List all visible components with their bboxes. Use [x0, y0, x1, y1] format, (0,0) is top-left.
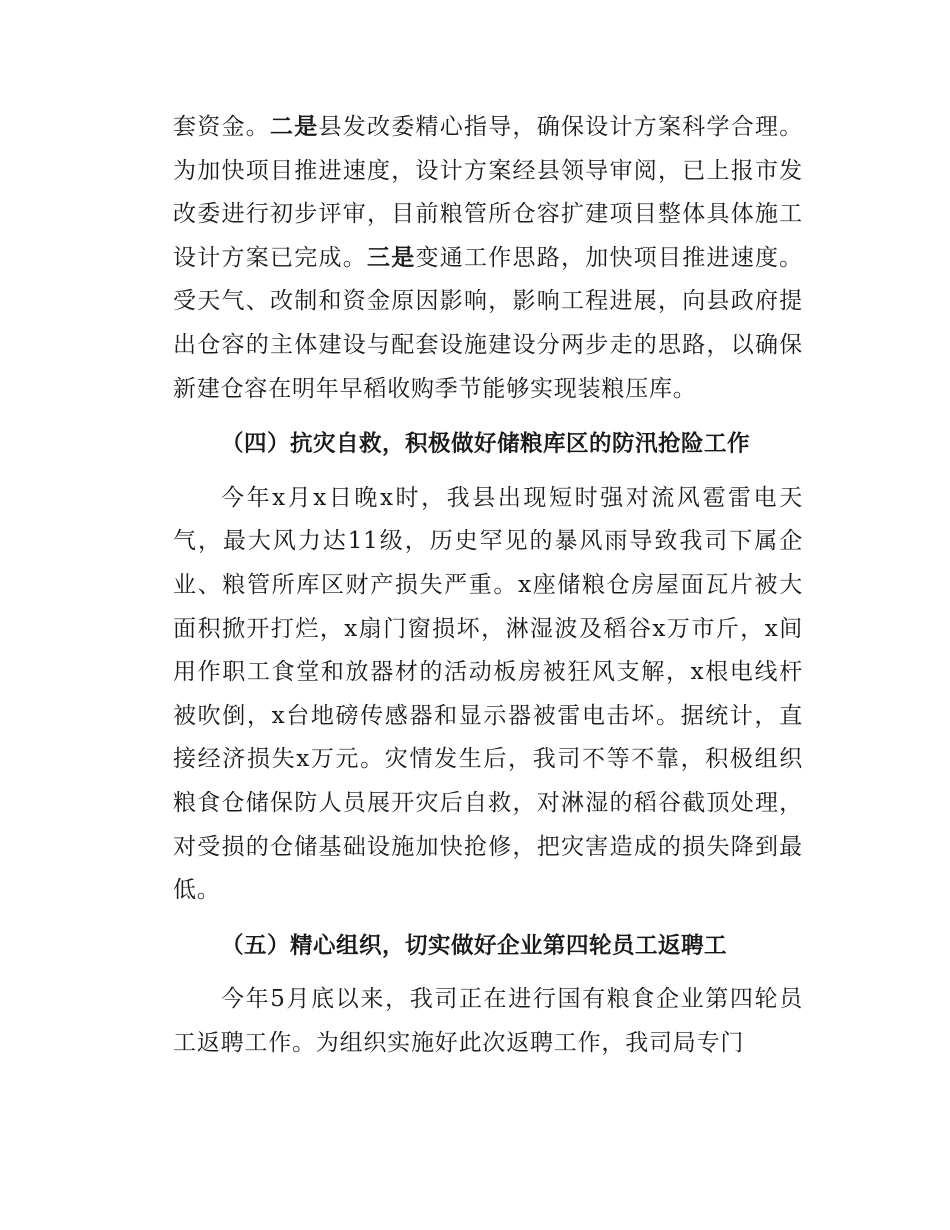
- paragraph-rehire: 今年5月底以来，我司正在进行国有粮食企业第四轮员工返聘工作。为组织实施好此次返聘工作，我司局专门: [173, 986, 803, 1056]
- section-heading-4: （四）抗灾自救，积极做好储粮库区的防汛抢险工作: [221, 431, 751, 458]
- paragraph-continued: [173, 106, 803, 411]
- bold-marker-third: 三是: [366, 244, 416, 271]
- bold-marker-second: 二是: [270, 114, 319, 140]
- section-heading-5: （五）精心组织，切实做好企业第四轮员工返聘工: [221, 932, 728, 959]
- paragraph-text: 套资金。: [173, 114, 270, 140]
- paragraph-text: 变通工作思路，加快项目推进速度。受天气、改制和资金原因影响，影响工程进展，向县政府提出仓容的主体建设与配套设施建设分两步走的思路，以确保新建仓容在明年早稻收购季节能够实现装粮压库。: [173, 244, 803, 402]
- paragraph-disaster-relief: 今年x月x日晚x时，我县出现短时强对流风雹雷电天气，最大风力达11级，历史罕见的暴风雨导致我司下属企业、粮管所库区财产损失严重。x座储粮仓房屋面瓦片被大面积掀开打烂，x扇门窗损坏，淋湿波及稻谷x万市斤，x间用作职工食堂和放器材的活动板房被狂风支解，x根电线杆被吹倒，x台地磅传感器和显示器被雷电击坏。据统计，直接经济损失x万元。灾情发生后，我司不等不靠，积极组织粮食仓储保防人员展开灾后自救，对淋湿的稻谷截顶处理，对受损的仓储基础设施加快抢修，把灾害造成的损失降到最低。: [173, 484, 803, 904]
- document-body: [173, 106, 803, 1065]
- paragraph-text: 县发改委精心指导，确保设计方案科学合理。为加快项目推进速度，设计方案经县领导审阅，已上报市发改委进行初步评审，目前粮管所仓容扩建项目整体具体施工设计方案已完成。: [173, 114, 804, 271]
